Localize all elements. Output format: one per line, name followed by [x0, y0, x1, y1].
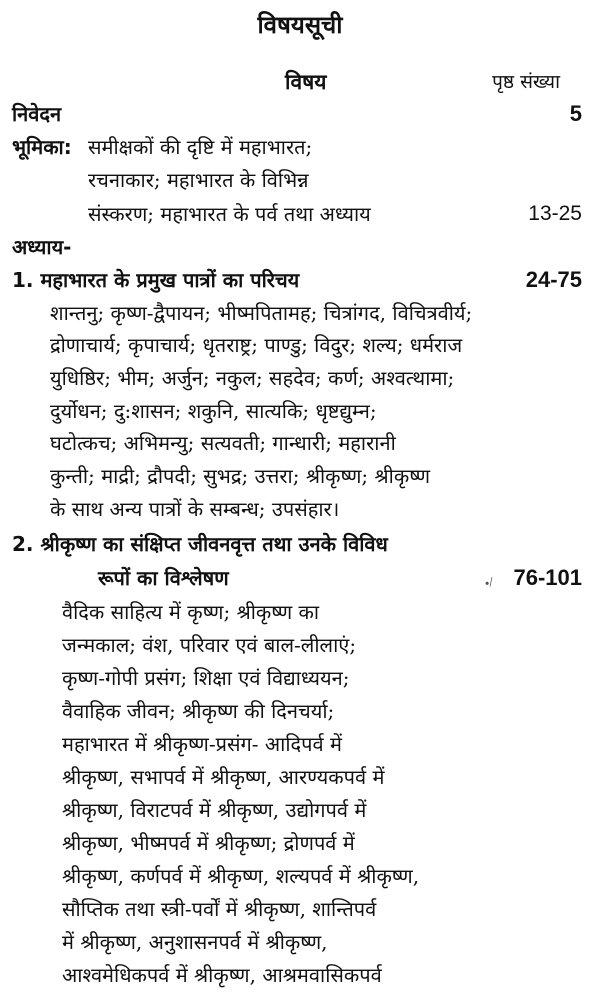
chapter-2-text: श्रीकृष्ण, विराटपर्व में श्रीकृष्ण, उद्योगपर्व में	[62, 798, 367, 822]
chapter-2-text: आश्वमेधिकपर्व में श्रीकृष्ण, आश्रमवासिकपर्व	[62, 963, 382, 987]
intro-text: समीक्षकों की दृष्टि में महाभारत;	[88, 135, 313, 159]
chapter-2-title: रूपों का विश्लेषण	[98, 566, 229, 590]
chapter-1-text: के साथ अन्य पात्रों के सम्बन्ध; उपसंहार।	[50, 497, 340, 521]
chapter-2-text: महाभारत में श्रीकृष्ण-प्रसंग- आदिपर्व में	[62, 732, 342, 756]
chapter-2-text: वैदिक साहित्य में कृष्ण; श्रीकृष्ण का	[62, 600, 320, 624]
ink-mark: •⁄	[482, 575, 495, 592]
chapter-2-text: श्रीकृष्ण, भीष्मपर्व में श्रीकृष्ण; द्रोणपर्व में	[62, 831, 355, 855]
chapter-2-text: कृष्ण-गोपी प्रसंग; शिक्षा एवं विद्याध्ययन;	[62, 666, 350, 690]
chapter-2-text: सौप्तिक तथा स्त्री-पर्वों में श्रीकृष्ण, शान्तिपर्व	[62, 897, 377, 921]
intro-page: 13-25	[528, 202, 582, 225]
chapters-label: अध्याय-	[12, 235, 72, 259]
chapter-1-page: 24-75	[525, 267, 582, 292]
chapter-2-text: श्रीकृष्ण, सभापर्व में श्रीकृष्ण, आरण्यकपर्व में	[62, 765, 385, 789]
preface-page: 5	[569, 101, 582, 126]
intro-text: संस्करण; महाभारत के पर्व तथा अध्याय	[88, 202, 371, 226]
chapter-2-title: 2. श्रीकृष्ण का संक्षिप्त जीवनवृत्त तथा उनके विविध	[12, 532, 388, 556]
intro-label: भूमिका:	[12, 135, 72, 159]
intro-text: रचनाकार; महाभारत के विभिन्न	[88, 168, 309, 192]
chapter-2-text: श्रीकृष्ण, कर्णपर्व में श्रीकृष्ण, शल्यपर्व में श्रीकृष्ण,	[62, 864, 420, 888]
chapter-1-text: घटोत्कच; अभिमन्यु; सत्यवती; गान्धारी; महारानी	[50, 431, 396, 455]
chapter-1-title: 1. महाभारत के प्रमुख पात्रों का परिचय	[12, 268, 300, 292]
column-header-page: पृष्ठ संख्या	[492, 71, 560, 93]
chapter-1-text: दुर्योधन; दु:शासन; शकुनि, सात्यकि; धृष्टद्युम्न;	[50, 399, 377, 423]
chapter-2-page: 76-101	[513, 565, 582, 590]
chapter-2-text: वैवाहिक जीवन; श्रीकृष्ण की दिनचर्या;	[62, 699, 335, 723]
chapter-2-text: जन्मकाल; वंश, परिवार एवं बाल-लीलाएं;	[62, 633, 357, 657]
page-title: विषयसूची	[257, 11, 343, 39]
preface-label: निवेदन	[12, 102, 62, 126]
column-header-subject: विषय	[285, 70, 327, 94]
chapter-1-text: युधिष्ठिर; भीम; अर्जुन; नकुल; सहदेव; कर्ण; अश्वत्थामा;	[50, 366, 455, 390]
chapter-2-text: में श्रीकृष्ण, अनुशासनपर्व में श्रीकृष्ण,	[62, 930, 328, 954]
chapter-1-text: द्रोणाचार्य; कृपाचार्य; धृतराष्ट्र; पाण्डु; विदुर; शल्य; धर्मराज	[50, 333, 463, 357]
chapter-1-text: शान्तनु; कृष्ण-द्वैपायन; भीष्मपितामह; चित्रांगद, विचित्रवीर्य;	[50, 301, 473, 325]
chapter-1-text: कुन्ती; माद्री; द्रौपदी; सुभद्र; उत्तरा; श्रीकृष्ण; श्रीकृष्ण	[50, 464, 431, 488]
